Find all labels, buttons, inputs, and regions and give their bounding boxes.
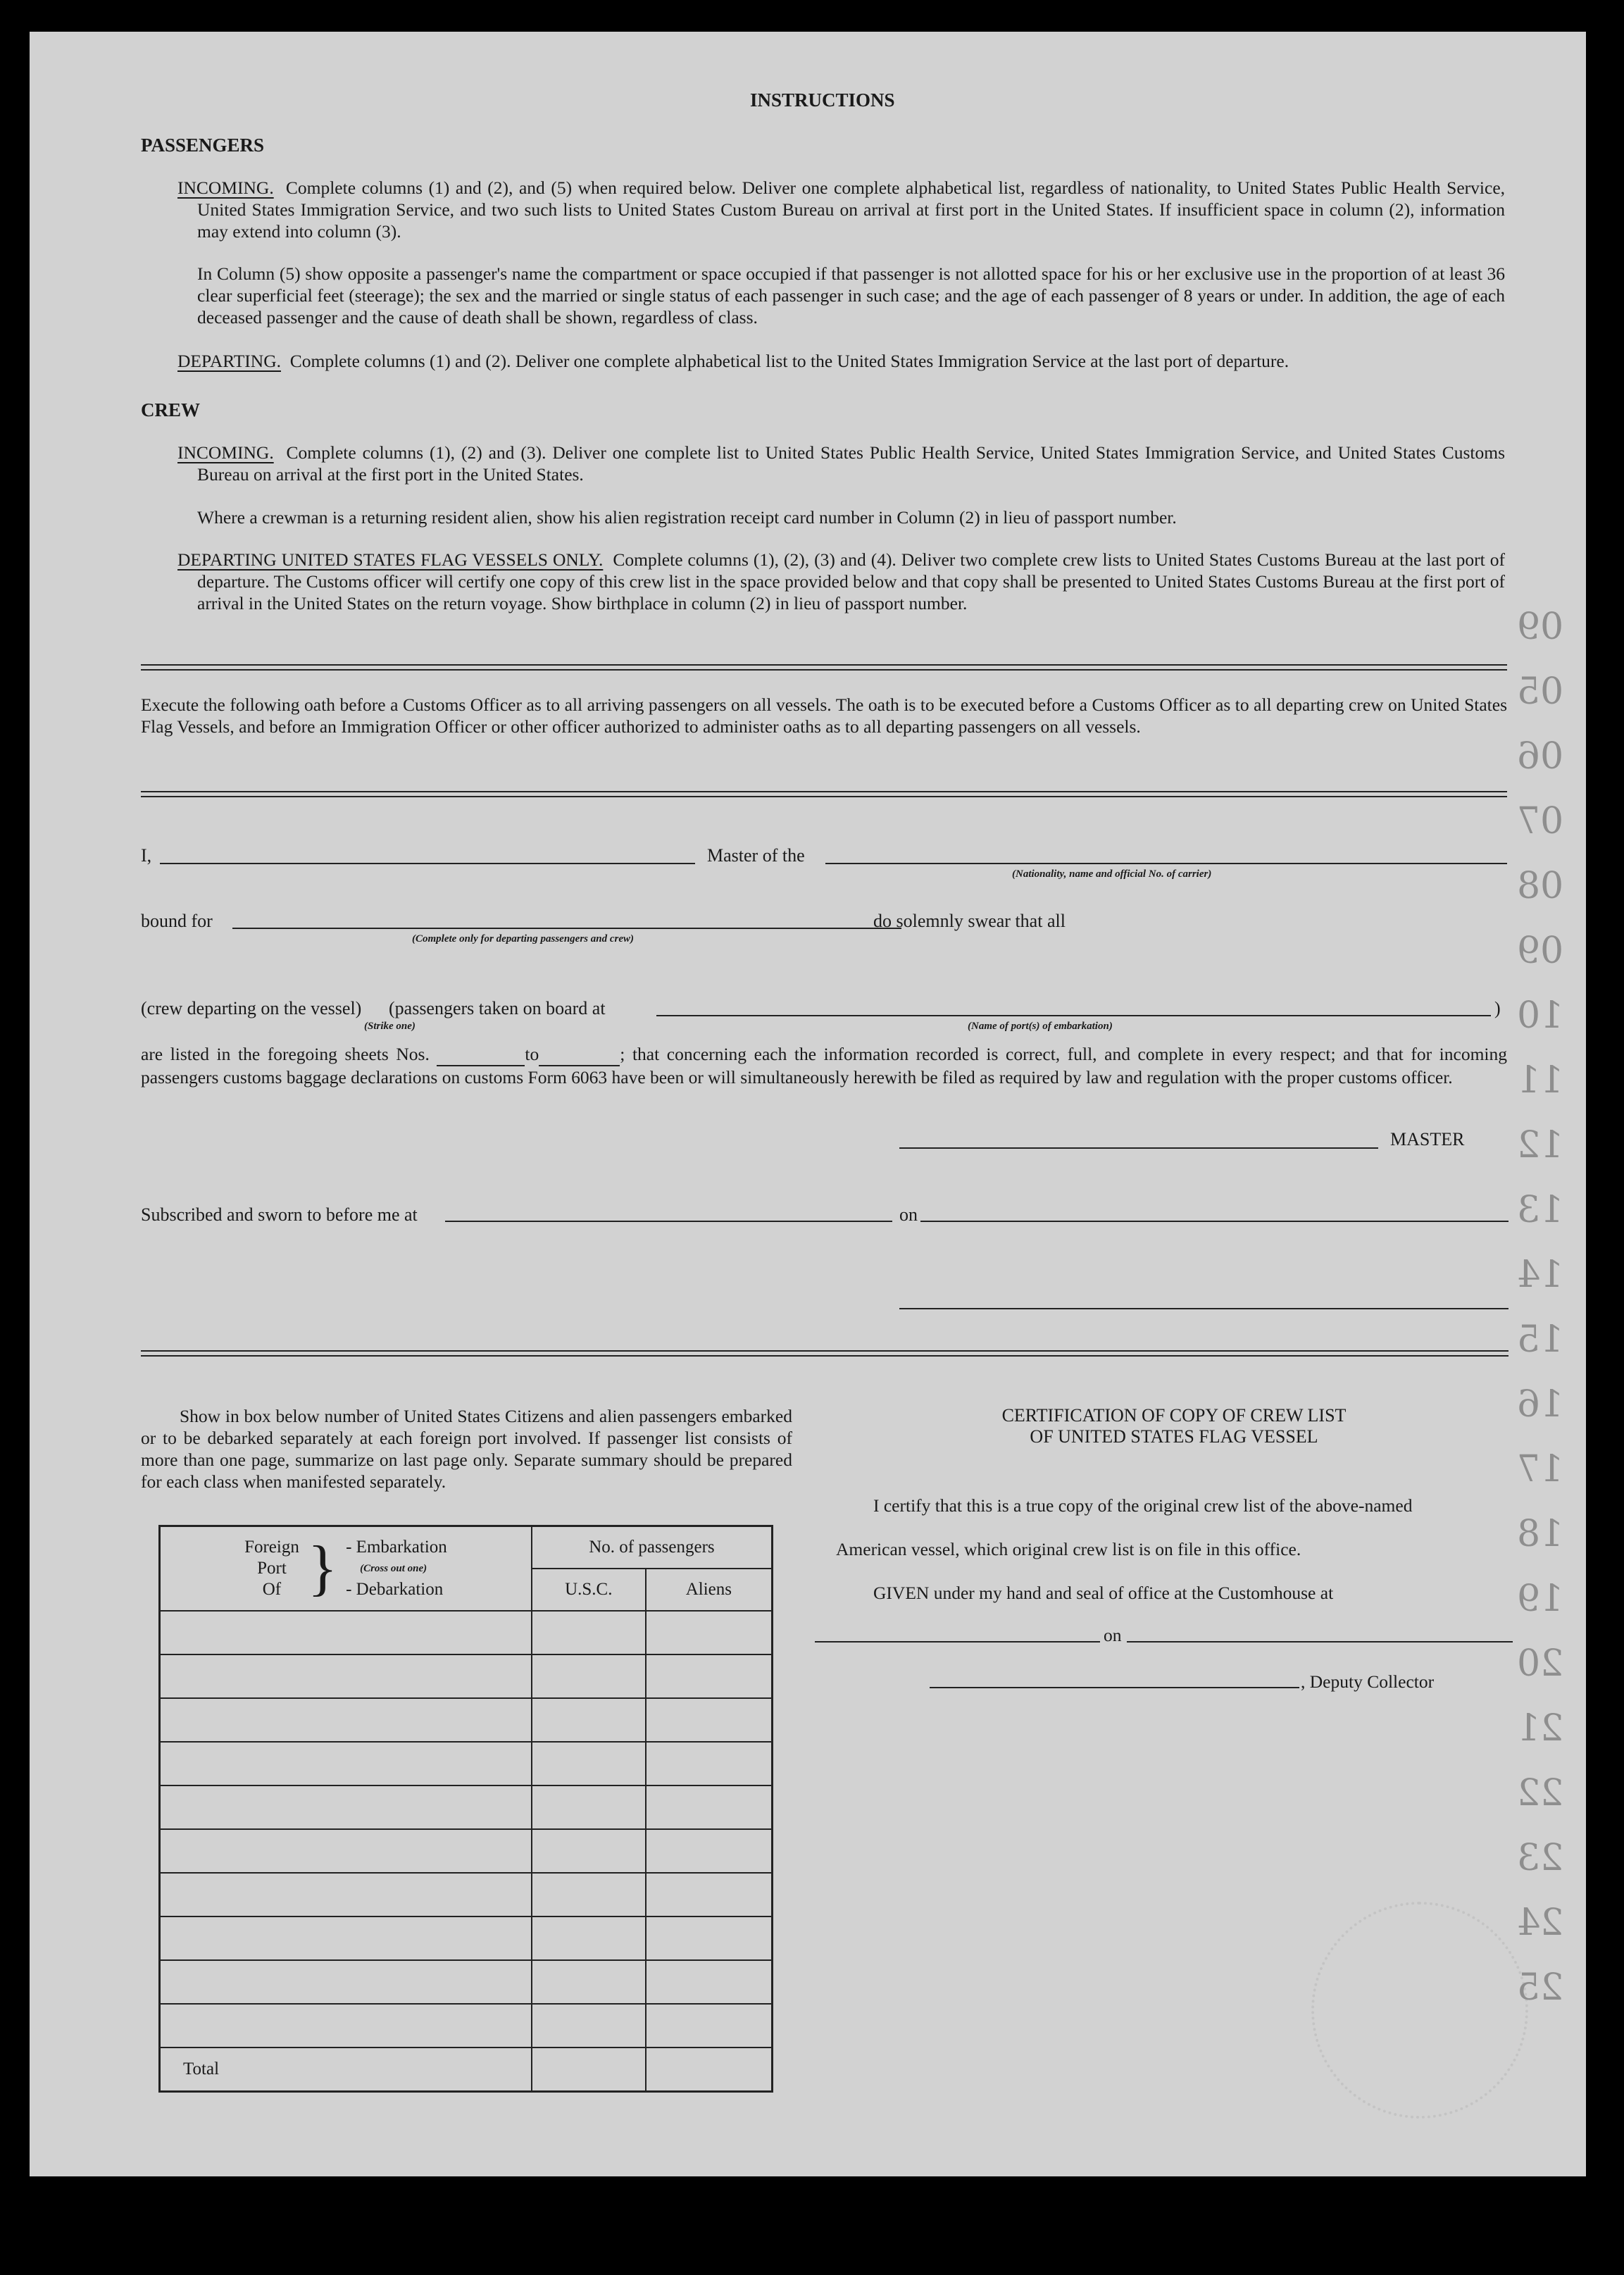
usc-cell[interactable] — [532, 1654, 646, 1698]
usc-header: U.S.C. — [532, 1569, 646, 1611]
crew-departing-option: (crew departing on the vessel) — [141, 998, 362, 1018]
port-cell[interactable] — [160, 1829, 532, 1873]
table-row[interactable] — [160, 1960, 773, 2004]
bleed-number: 14 — [1516, 1254, 1563, 1296]
master-label: MASTER — [1390, 1129, 1465, 1149]
rule-3 — [141, 1350, 1509, 1357]
bleed-number: 17 — [1516, 1448, 1563, 1490]
table-row[interactable] — [160, 1785, 773, 1829]
port-cell[interactable] — [160, 1742, 532, 1785]
table-row[interactable] — [160, 1916, 773, 1960]
crew-incoming-label: INCOMING. — [177, 442, 274, 463]
certification-title-line2: OF UNITED STATES FLAG VESSEL — [1030, 1426, 1318, 1447]
bleed-number: 18 — [1516, 1513, 1563, 1555]
bleed-number: 09 — [1516, 930, 1563, 972]
total-row — [160, 2048, 773, 2092]
sheet-from-blank[interactable] — [437, 1043, 525, 1066]
bound-for-line[interactable] — [232, 928, 901, 929]
aliens-cell[interactable] — [646, 1873, 773, 1916]
debarkation-option: - Debarkation — [346, 1579, 444, 1599]
port-cell[interactable] — [160, 1654, 532, 1698]
table-row[interactable] — [160, 2004, 773, 2048]
incoming-text: Complete columns (1) and (2), and (5) when required below. Deliver one complete alphabetical list, regardless of nationality, to United States Public Health Service, United States Immigration Service, and two such lists to United States Custom Bureau on arrival at first port in the United States. If insufficient space in column (2), information may extend into column (3). — [197, 177, 1506, 242]
crew-incoming-paragraph — [177, 442, 1505, 485]
usc-cell[interactable] — [532, 1698, 646, 1742]
strike-one-caption: (Strike one) — [364, 1021, 416, 1032]
subscribed-place-line[interactable] — [445, 1221, 892, 1222]
usc-cell[interactable] — [532, 1960, 646, 2004]
customhouse-line[interactable] — [815, 1641, 1100, 1643]
bleed-number: 09 — [1516, 606, 1563, 648]
table-row[interactable] — [160, 1654, 773, 1698]
port-cell[interactable] — [160, 1960, 532, 2004]
swear-text: do solemnly swear that all — [873, 911, 1066, 931]
departing-label: DEPARTING. — [177, 351, 281, 371]
listed-prefix: are listed in the foregoing sheets Nos. — [141, 1044, 430, 1064]
bleed-number: 08 — [1516, 865, 1563, 907]
passengers-heading: PASSENGERS — [141, 135, 265, 156]
carrier-line[interactable] — [825, 863, 1507, 864]
bleed-number: 10 — [1516, 995, 1563, 1037]
usc-cell[interactable] — [532, 2004, 646, 2048]
aliens-cell[interactable] — [646, 1742, 773, 1785]
passengers-incoming-paragraph — [177, 177, 1505, 242]
port-header — [160, 1526, 532, 1611]
ports-line[interactable] — [656, 1015, 1491, 1016]
port-cell[interactable] — [160, 1873, 532, 1916]
bleed-through-numbers — [1500, 423, 1578, 2113]
listed-paragraph — [141, 1043, 1507, 1088]
certify-line2: American vessel, which original crew list is on file in this office. — [836, 1539, 1301, 1559]
given-line: GIVEN under my hand and seal of office at the Customhouse at — [873, 1583, 1334, 1603]
summary-instructions: Show in box below number of United States Citizens and alien passengers embarked or to be debarked separately at each foreign port involved. If passenger list consists of more than one page, summarize on last page only. Separate summary should be prepared for each class when manifested separately. — [141, 1406, 792, 1492]
embossed-seal — [1311, 1902, 1528, 2119]
passengers-taken-option: (passengers taken on board at — [389, 998, 606, 1018]
port-cell[interactable] — [160, 1785, 532, 1829]
subscribed-label: Subscribed and sworn to before me at — [141, 1204, 418, 1225]
incoming-label: INCOMING. — [177, 177, 274, 198]
aliens-cell[interactable] — [646, 1829, 773, 1873]
aliens-cell[interactable] — [646, 1960, 773, 2004]
crewman-paragraph: Where a crewman is a returning resident alien, show his alien registration receipt card number in Column (2) in lieu of passport number. — [197, 507, 1177, 528]
usc-cell[interactable] — [532, 1916, 646, 1960]
certify-line1: I certify that this is a true copy of the original crew list of the above-named — [873, 1495, 1413, 1516]
master-name-line[interactable] — [160, 863, 695, 864]
departing-us-text: Complete columns (1), (2), (3) and (4). Deliver two complete crew lists to United States Customs Bureau at the last port of departure. The Customs officer will certify one copy of this crew list in the space provided below and that copy shall be presented to United States Customs Bureau at the first port of arrival in the United States on the return voyage. Show birthplace in column (2) in lieu of passport number. — [197, 549, 1505, 613]
departing-us-paragraph — [177, 549, 1505, 614]
bleed-number: 24 — [1516, 1902, 1563, 1944]
passenger-summary-table — [158, 1525, 773, 2093]
bleed-number: 25 — [1516, 1967, 1563, 2009]
table-row[interactable] — [160, 1611, 773, 1654]
bleed-number: 23 — [1516, 1837, 1563, 1879]
master-signature-line[interactable] — [899, 1147, 1378, 1149]
foreign-label: Foreign — [244, 1537, 299, 1557]
certification-title-line1: CERTIFICATION OF COPY OF CREW LIST — [1001, 1405, 1347, 1426]
departing-us-label: DEPARTING UNITED STATES FLAG VESSELS ONLY. — [177, 549, 604, 570]
master-of-the-label: Master of the — [707, 845, 805, 866]
bleed-number: 21 — [1516, 1707, 1563, 1750]
crew-heading: CREW — [141, 399, 201, 420]
bound-for-label: bound for — [141, 911, 213, 931]
passengers-departing-paragraph — [177, 350, 1509, 372]
listed-to: to — [525, 1044, 539, 1064]
bleed-number: 11 — [1516, 1059, 1563, 1102]
table-row[interactable] — [160, 1829, 773, 1873]
bleed-number: 16 — [1516, 1383, 1563, 1426]
column5-paragraph: In Column (5) show opposite a passenger's name the compartment or space occupied if that passenger is not allotted space for his or her exclusive use in the proportion of at least 36 clear superficial feet (steerage); the sex and the married or single status of each passenger in such case; and the age of each passenger of 8 years or under. In addition, the age of each deceased passenger and the cause of death shall be shown, regardless of class. — [197, 263, 1505, 328]
cross-out-caption: (Cross out one) — [360, 1562, 427, 1574]
of-label: Of — [262, 1579, 282, 1599]
listed-rest: ; that concerning each the information recorded is correct, full, and complete in every respect; and that for incoming passengers customs baggage declarations on customs Form 6063 have been or will simultaneously herewith be filed as required by law and regulation with the proper customs officer. — [141, 1044, 1508, 1087]
port-cell[interactable] — [160, 1611, 532, 1654]
i-label: I, — [141, 845, 152, 866]
complete-only-caption: (Complete only for departing passengers and crew) — [412, 933, 634, 945]
port-cell[interactable] — [160, 1698, 532, 1742]
close-paren: ) — [1494, 998, 1501, 1018]
aliens-cell[interactable] — [646, 1611, 773, 1654]
instructions-title: INSTRUCTIONS — [750, 89, 895, 111]
table-row[interactable] — [160, 1698, 773, 1742]
subscribed-date-line[interactable] — [920, 1221, 1509, 1222]
no-of-passengers-header: No. of passengers — [532, 1526, 773, 1569]
usc-cell[interactable] — [532, 1611, 646, 1654]
sheet-to-blank[interactable] — [539, 1043, 620, 1066]
nationality-caption: (Nationality, name and official No. of carrier) — [1012, 868, 1212, 880]
total-usc-cell[interactable] — [532, 2048, 646, 2092]
certification-on-label: on — [1104, 1625, 1122, 1645]
port-cell[interactable] — [160, 1916, 532, 1960]
deputy-collector-label: , Deputy Collector — [1301, 1671, 1435, 1692]
rule-2 — [141, 791, 1507, 797]
brace-glyph: } — [307, 1533, 338, 1602]
officer-signature-line[interactable] — [899, 1308, 1509, 1309]
aliens-header: Aliens — [646, 1569, 773, 1611]
usc-cell[interactable] — [532, 1785, 646, 1829]
bleed-number: 12 — [1516, 1124, 1563, 1166]
departing-text: Complete columns (1) and (2). Deliver one complete alphabetical list to the United States Immigration Service at the last port of departure. — [289, 351, 1289, 371]
embarkation-option: - Embarkation — [346, 1537, 447, 1557]
usc-cell[interactable] — [532, 1742, 646, 1785]
bleed-number: 22 — [1516, 1772, 1563, 1814]
table-row[interactable] — [160, 1873, 773, 1916]
bleed-number: 07 — [1516, 800, 1563, 842]
port-cell[interactable] — [160, 2004, 532, 2048]
total-aliens-cell[interactable] — [646, 2048, 773, 2092]
port-label: Port — [257, 1558, 287, 1578]
certification-title — [857, 1405, 1491, 1447]
oath-intro: Execute the following oath before a Customs Officer as to all arriving passengers on all vessels. The oath is to be executed before a Customs Officer as to all departing crew on United States Flag Vessels, and before an Immigration Officer or other officer authorized to administer oaths as to all departing passengers on all vessels. — [141, 694, 1507, 737]
bleed-number: 15 — [1516, 1319, 1563, 1361]
aliens-cell[interactable] — [646, 1785, 773, 1829]
aliens-cell[interactable] — [646, 1916, 773, 1960]
rule-1 — [141, 664, 1507, 671]
bleed-number: 19 — [1516, 1578, 1563, 1620]
subscribed-on-label: on — [899, 1204, 918, 1225]
aliens-cell[interactable] — [646, 2004, 773, 2048]
deputy-signature-line[interactable] — [930, 1687, 1299, 1688]
bleed-number: 20 — [1516, 1643, 1563, 1685]
bleed-number: 05 — [1516, 671, 1563, 713]
aliens-cell[interactable] — [646, 1698, 773, 1742]
certification-date-line[interactable] — [1127, 1641, 1513, 1643]
bleed-number: 13 — [1516, 1189, 1563, 1231]
usc-cell[interactable] — [532, 1829, 646, 1873]
total-label: Total — [160, 2048, 532, 2092]
aliens-cell[interactable] — [646, 1654, 773, 1698]
crew-incoming-text: Complete columns (1), (2) and (3). Deliver one complete list to United States Public Health Service, United States Immigration Service, and United States Customs Bureau on arrival at the first port in the United States. — [197, 442, 1506, 485]
bleed-number: 06 — [1516, 735, 1563, 778]
usc-cell[interactable] — [532, 1873, 646, 1916]
table-row[interactable] — [160, 1742, 773, 1785]
ports-caption: (Name of port(s) of embarkation) — [968, 1021, 1113, 1032]
